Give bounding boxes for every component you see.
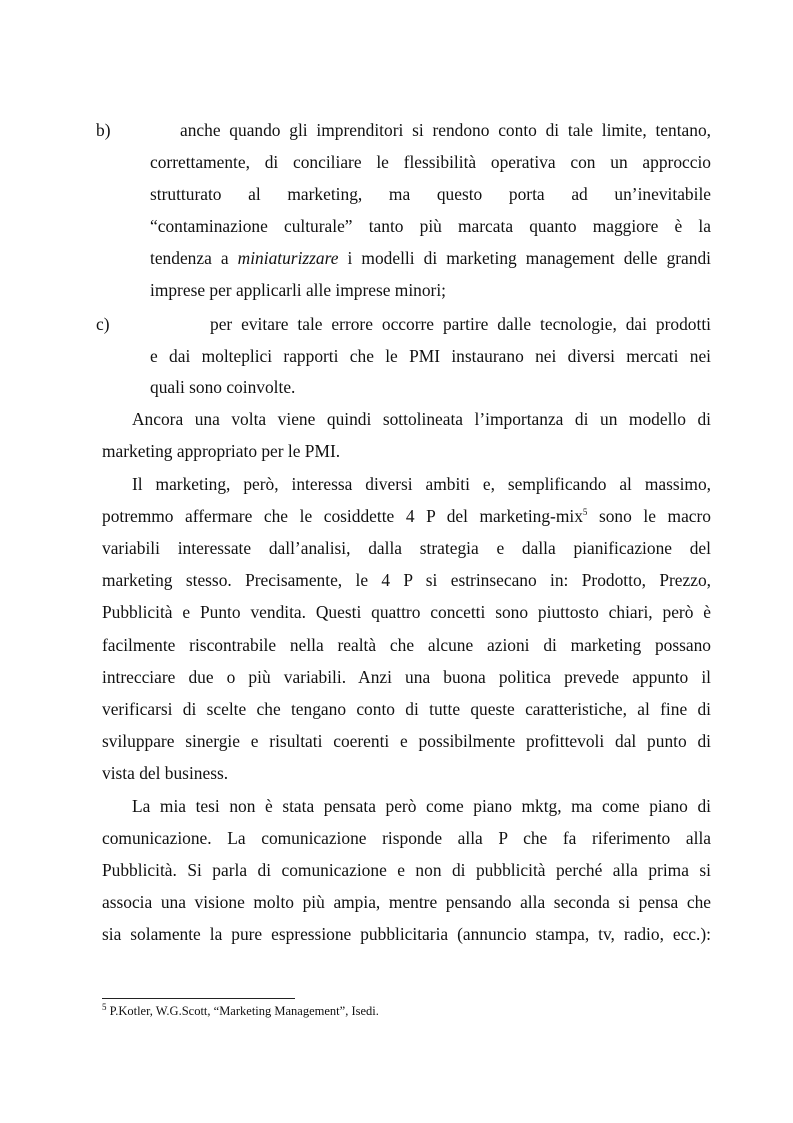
list-item-b-line-4: “contaminazione culturale” tanto più marcata quanto maggiore è la: [150, 216, 711, 236]
paragraph-2-line-5: Pubblicità e Punto vendita. Questi quattro concetti sono piuttosto chiari, però è: [102, 602, 711, 622]
list-marker-b: b): [96, 120, 111, 140]
paragraph-2-line-4: marketing stesso. Precisamente, le 4 P si estrinsecano in: Prodotto, Prezzo,: [102, 570, 711, 590]
paragraph-2-line-2: potremmo affermare che le cosiddette 4 P del marketing-mix$^5$ sono le macro: [102, 506, 711, 526]
footnote-number: 5: [102, 1001, 107, 1012]
list-item-c-line-3: quali sono coinvolte.: [150, 377, 296, 397]
footnote-reference: 5: [582, 507, 588, 518]
paragraph-3-line-2: comunicazione. La comunicazione risponde alla P che fa riferimento alla: [102, 828, 711, 848]
paragraph-2-line-3: variabili interessate dall’analisi, dalla strategia e dalla pianificazione del: [102, 538, 711, 558]
paragraph-3-line-1: La mia tesi non è stata pensata però come piano mktg, ma come piano di: [132, 796, 711, 816]
paragraph-1-line-1: Ancora una volta viene quindi sottolineata l’importanza di un modello di: [132, 409, 711, 429]
list-item-b-line-3: strutturato al marketing, ma questo porta ad un’inevitabile: [150, 184, 711, 204]
list-item-b-line-6: imprese per applicarli alle imprese minori;: [150, 280, 447, 300]
emphasis-miniaturizzare: miniaturizzare: [237, 248, 339, 268]
footnote: [102, 1001, 379, 1019]
paragraph-3-line-5: sia solamente la pure espressione pubblicitaria (annuncio stampa, tv, radio, ecc.):: [102, 924, 711, 944]
paragraph-2-line-8: verificarsi di scelte che tengano conto di tutte queste caratteristiche, al fine di: [102, 699, 711, 719]
list-item-c-line-1: per evitare tale errore occorre partire dalle tecnologie, dai prodotti: [210, 314, 711, 334]
paragraph-3-line-4: associa una visione molto più ampia, mentre pensando alla seconda si pensa che: [102, 892, 711, 912]
paragraph-2-line-7: intrecciare due o più variabili. Anzi una buona politica prevede appunto il: [102, 667, 711, 687]
paragraph-2-line-9: sviluppare sinergie e risultati coerenti e possibilmente profittevoli dal punto di: [102, 731, 711, 751]
paragraph-2-line-6: facilmente riscontrabile nella realtà che alcune azioni di marketing possano: [102, 635, 711, 655]
list-item-b-line-5: tendenza a miniaturizzare i modelli di marketing management delle grandi: [150, 248, 711, 268]
list-item-b-line-2: correttamente, di conciliare le flessibilità operativa con un approccio: [150, 152, 711, 172]
paragraph-2-line-1: Il marketing, però, interessa diversi ambiti e, semplificando al massimo,: [132, 474, 711, 494]
footnote-text: P.Kotler, W.G.Scott, “Marketing Management”, Isedi.: [106, 1004, 379, 1018]
list-item-b-line-1: anche quando gli imprenditori si rendono conto di tale limite, tentano,: [180, 120, 711, 140]
list-item-c-line-2: e dai molteplici rapporti che le PMI instaurano nei diversi mercati nei: [150, 346, 711, 366]
paragraph-2-line-10: vista del business.: [102, 763, 229, 783]
list-marker-c: c): [96, 314, 110, 334]
paragraph-3-line-3: Pubblicità. Si parla di comunicazione e non di pubblicità perché alla prima si: [102, 860, 711, 880]
paragraph-1-line-2: marketing appropriato per le PMI.: [102, 441, 341, 461]
footnote-separator: [102, 998, 295, 999]
